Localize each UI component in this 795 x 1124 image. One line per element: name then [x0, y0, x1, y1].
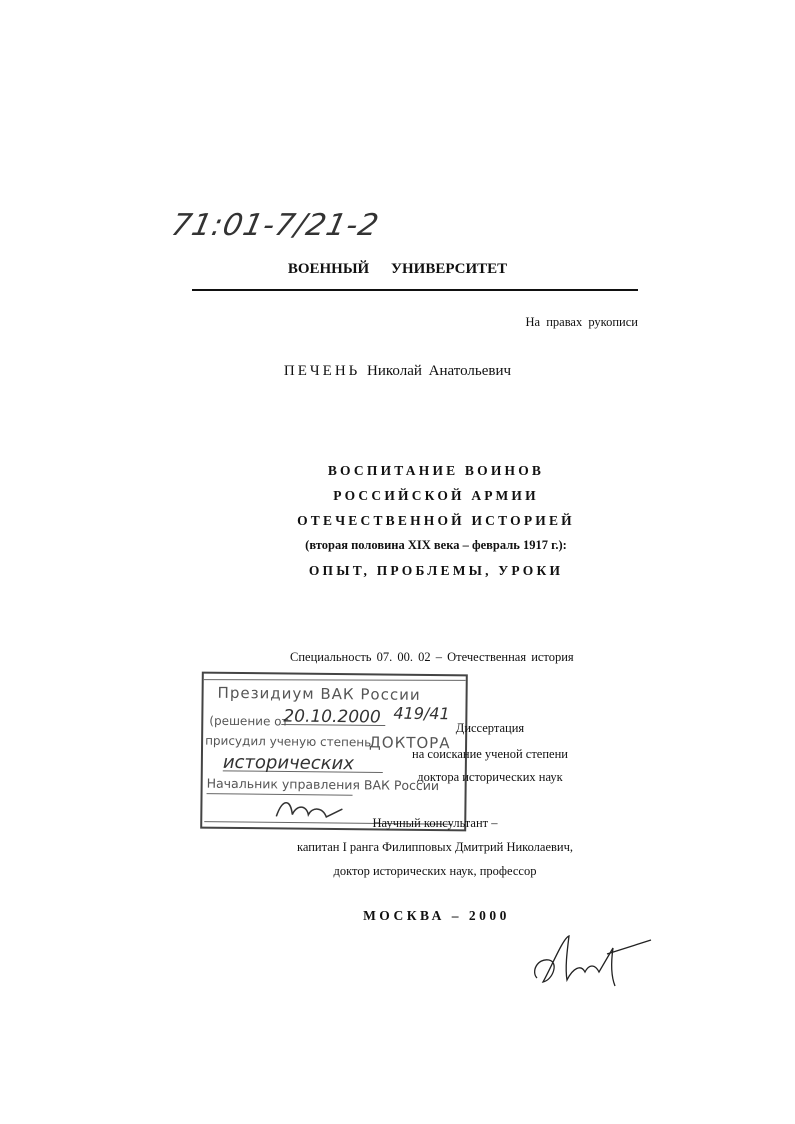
consultant-name: капитан I ранга Филипповых Дмитрий Николаевич, [296, 840, 574, 854]
stamp-degree-handwritten: исторических [222, 751, 355, 775]
dissertation-title [0, 458, 795, 583]
handwritten-signature-icon [523, 928, 653, 1003]
title-line: ОПЫТ, ПРОБЛЕМЫ, УРОКИ [308, 563, 564, 578]
title-line: ОТЕЧЕСТВЕННОЙ ИСТОРИЕЙ [297, 513, 575, 528]
city-year: МОСКВА – 2000 [363, 908, 510, 923]
stamp-decision-number: 419/41 [393, 703, 450, 724]
stamp-title: Президиум ВАК России [217, 683, 421, 704]
university-name: ВОЕННЫЙ УНИВЕРСИТЕТ [287, 261, 508, 277]
author-surname: ПЕЧЕНЬ [283, 363, 361, 379]
author-name [0, 363, 795, 380]
stamp-degree: ДОКТОРА [369, 733, 451, 753]
archive-code: 71:01-7/21-2 [168, 208, 383, 243]
manuscript-rights: На правах рукописи [525, 315, 638, 329]
stamp-decision-date: 20.10.2000 [283, 706, 381, 728]
consultant-role: Научный консультант – [372, 816, 498, 830]
title-line: ВОСПИТАНИЕ ВОИНОВ [327, 463, 545, 478]
degree-line-1: на соискание ученой степени [412, 747, 568, 761]
dissertation-kind: Диссертация [455, 721, 525, 735]
stamp-decision-label: (решение от [209, 713, 289, 729]
title-line: РОССИЙСКОЙ АРМИИ [333, 488, 539, 503]
header-rule [192, 289, 638, 291]
consultant-credentials: доктор исторических наук, профессор [333, 864, 537, 878]
stamp-award-label: присудил ученую степень [205, 733, 372, 750]
stamp-head-label: Начальник управления ВАК России [206, 775, 440, 794]
specialty: Специальность 07. 00. 02 – Отечественная история [290, 650, 574, 664]
degree-line-2: доктора исторических наук [417, 770, 563, 784]
author-given-names: Николай Анатольевич [367, 363, 512, 379]
title-subline: (вторая половина XIX века – февраль 1917 г.): [305, 538, 567, 552]
